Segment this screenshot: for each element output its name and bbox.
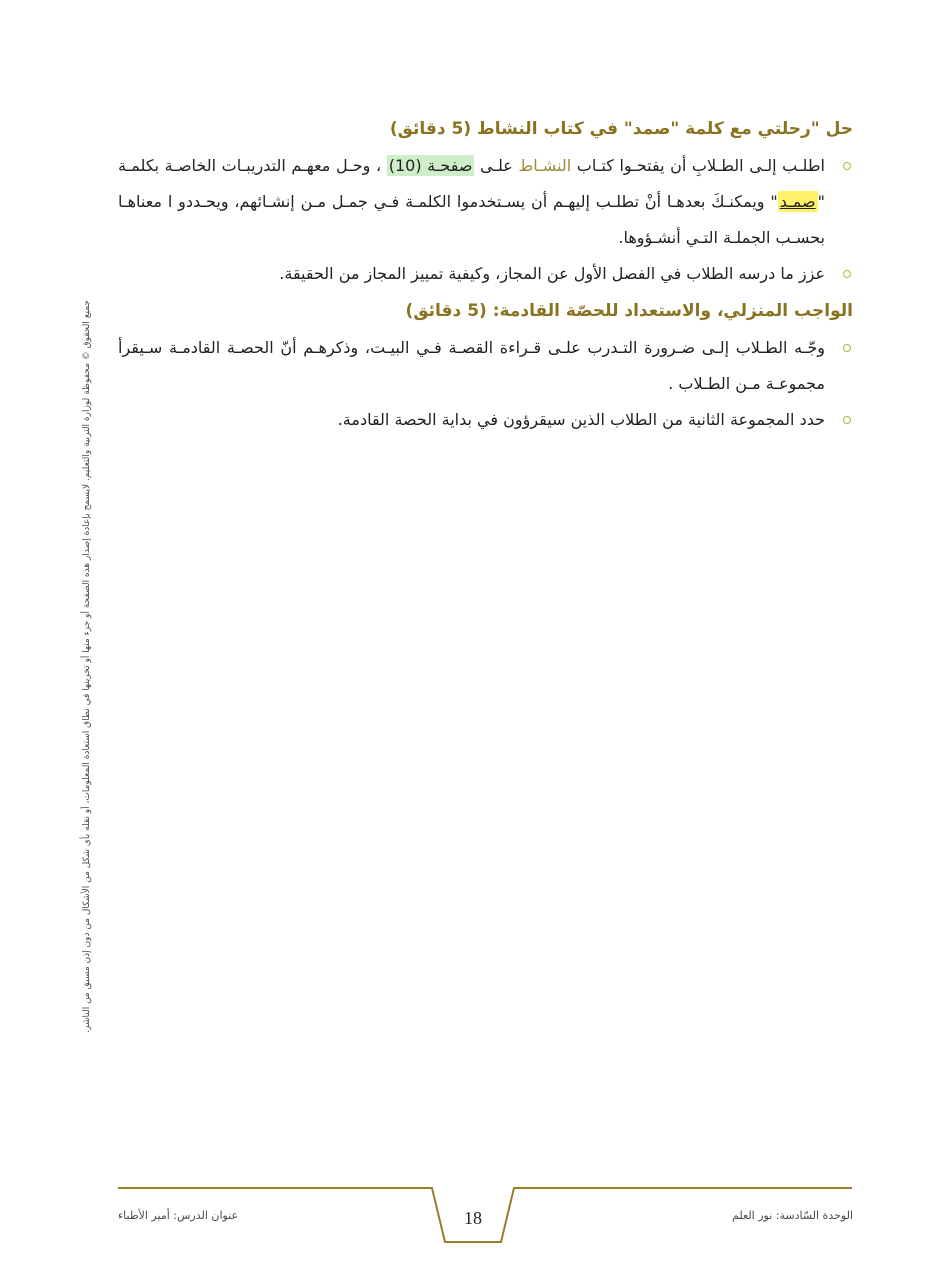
- item-text-part: " ويمكنـكَ بعدهـا أنْ تطلـب إليهـم أن يسـتخدموا الكلمـة فـي جمـل مـن إنشـائهم، ويحـددو ا معناهـا بحسـب الجملـة التـي أنشـؤوها.: [118, 192, 825, 247]
- item-text: عزز ما درسه الطلاب في الفصل الأول عن المجاز، وكيفية تمييز المجاز من الحقيقة.: [279, 264, 825, 283]
- footer-lesson-title: عنوان الدرس: أمير الأطباء: [118, 1209, 239, 1222]
- list-item: [118, 330, 853, 402]
- copyright-side-note: [72, 300, 102, 1033]
- homework-heading: الواجب المنزلي، والاستعداد للحصّة القادمة: (5 دقائق): [405, 301, 853, 321]
- page-number: 18: [464, 1208, 482, 1228]
- item-text-part: علـى: [474, 156, 519, 175]
- bullet-circle-icon: [843, 162, 851, 170]
- item-text: وجّـه الطـلاب إلـى ضـرورة التـدرب علـى قـراءة القصـة فـي البيـت، وذكرهـم أنّ الحصـة القادمـة سـيقرأ مجموعـة مـن الطـلاب .: [118, 338, 825, 393]
- homework-list: [118, 330, 853, 438]
- bullet-circle-icon: [843, 344, 851, 352]
- activity-heading: حل "رحلتي مع كلمة "صمد" في كتاب النشاط (5 دقائق): [389, 119, 853, 139]
- list-item: [118, 148, 853, 256]
- item-text-part: اطلـب إلـى الطـلابِ أن يفتحـوا كتـاب: [571, 156, 825, 175]
- item-text: حدد المجموعة الثانية من الطلاب الذين سيقرؤون في بداية الحصة القادمة.: [337, 410, 825, 429]
- lesson-content: [118, 108, 853, 438]
- list-item: [118, 256, 853, 292]
- copyright-text: جميع الحقوق © محفوظة لوزارة التربية والتعليم. لايسمح بإعادة إصدار هذه الصفحة أو جزء منها أو تخزينها في نطاق استعادة المعلومات، أو نقله بأي شكل من الأشكال من دون إذن مسبق من الناشر.: [82, 300, 92, 1033]
- bullet-circle-icon: [843, 416, 851, 424]
- list-item: [118, 402, 853, 438]
- footer-unit-title: الوحدة السّادسة: نور العلم: [732, 1209, 853, 1222]
- activity-list: [118, 148, 853, 292]
- page-reference-highlight: صفحـة (10): [388, 156, 473, 175]
- item-text-part: ، وحـل معهـم التدريبـات الخاصـة بكلمـة ": [118, 156, 825, 211]
- bullet-circle-icon: [843, 270, 851, 278]
- word-highlight: صمـد: [779, 192, 816, 211]
- activity-book-keyword: النشـاط: [518, 156, 572, 175]
